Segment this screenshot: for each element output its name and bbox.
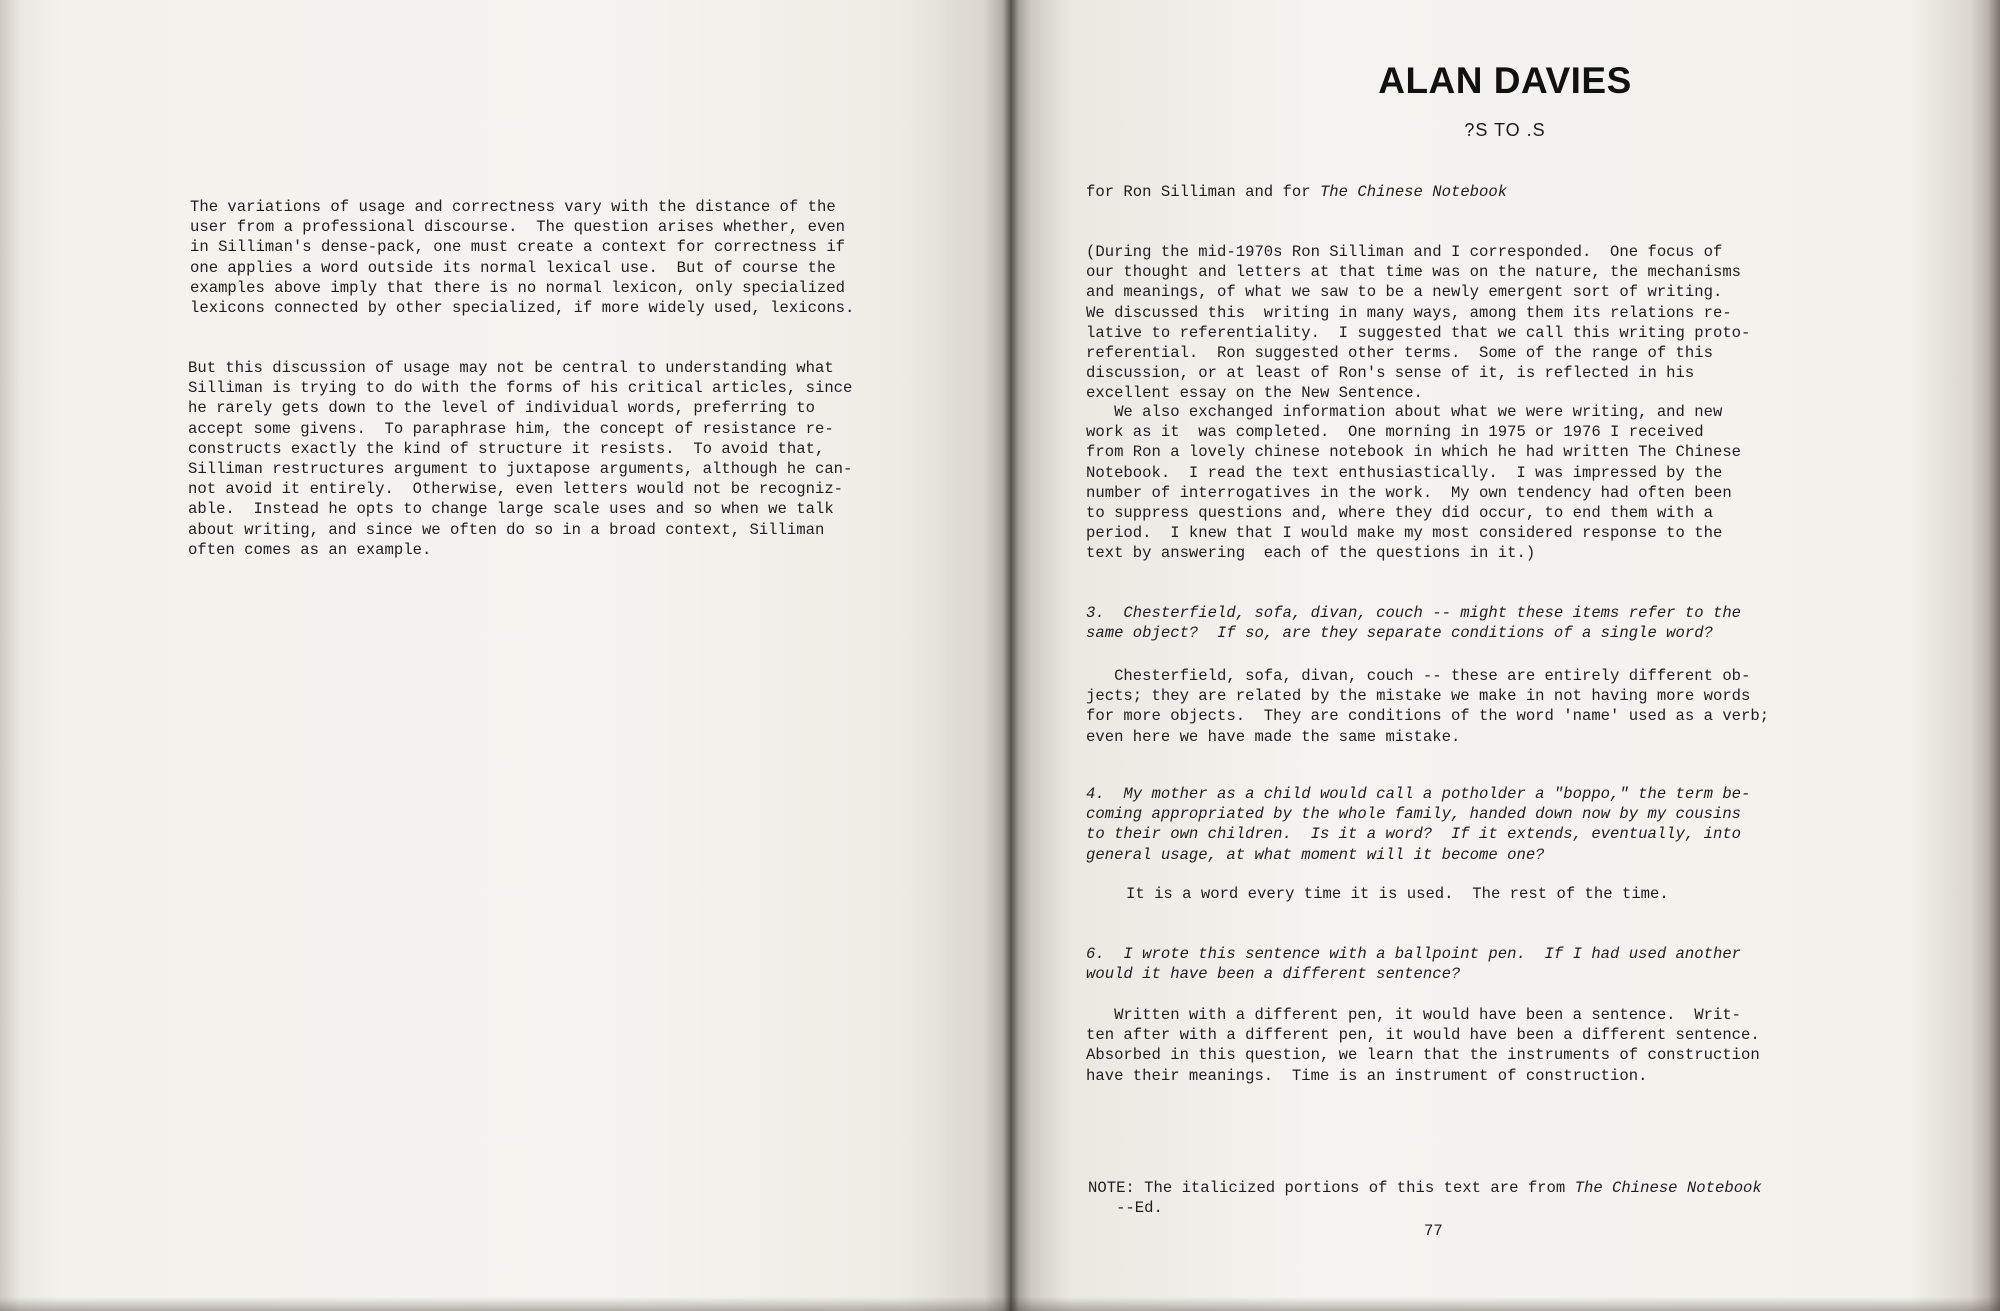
left-paragraph-2: But this discussion of usage may not be central to understanding what Silliman is trying to do with the forms of his critical articles, since he rarely gets down to the level of individual words, preferring to accept some givens. To paraphrase him, the concept of resistance re- constructs exactly the kind of structure it resists. To avoid that, Silliman restructures argument to juxtapose arguments, although he can- not avoid it entirely. Otherwise, even letters would not be recogniz- able. Instead he opts to change large scale uses and so when we talk about writing, and since we often do so in a broad context, Silliman often comes as an example.: [188, 359, 853, 559]
piece-title: ?S TO .S: [1464, 120, 1546, 140]
answer-6: Written with a different pen, it would have been a sentence. Writ- ten after with a different pen, it would have been a different sentence. Absorbed in this question, we learn that the instruments of construction have their meanings. Time is an instrument of construction.: [1086, 1006, 1760, 1085]
note-title: The Chinese Notebook: [1574, 1179, 1762, 1197]
page-shadow: [1010, 1297, 2000, 1311]
answer-3: Chesterfield, sofa, divan, couch -- these are entirely different ob- jects; they are related by the mistake we make in not having more words for more objects. They are conditions of the word 'name' used as a verb; even here we have made the same mistake.: [1086, 667, 1770, 746]
intro-paragraph-2: We also exchanged information about what we were writing, and new work as it was completed. One morning in 1975 or 1976 I received from Ron a lovely chinese notebook in which he had written The Chinese Notebook. I read the text enthusiastically. I was impressed by the number of interrogatives in the work. My own tendency had often been to suppress questions and, where they did occur, to end them with a period. I knew that I would make my most considered response to the text by answering each of the questions in it.): [1086, 403, 1742, 563]
editor-note: [1088, 1178, 1762, 1218]
answer-4: It is a word every time it is used. The rest of the time.: [1126, 885, 1669, 903]
book-gutter: [1003, 0, 1019, 1311]
dedication: [1086, 182, 1507, 202]
note-suffix: --Ed.: [1116, 1199, 1163, 1218]
question-3: 3. Chesterfield, sofa, divan, couch -- might these items refer to the same object? If so, are they separate conditions of a single word?: [1086, 604, 1742, 643]
page-shadow: [0, 1297, 1010, 1311]
question-4: 4. My mother as a child would call a potholder a "boppo," the term be- coming appropriated by the whole family, handed down now by my cousins to their own children. Is it a word? If it extends, eventually, into general usage, at what moment will it become one?: [1086, 785, 1751, 864]
left-paragraph-1: The variations of usage and correctness vary with the distance of the user from a professional discourse. The question arises whether, even in Silliman's dense-pack, one must create a context for correctness if one applies a word outside its normal lexical use. But of course the examples above imply that there is no normal lexicon, only specialized lexicons connected by other specialized, if more widely used, lexicons.: [190, 198, 855, 318]
dedication-title: The Chinese Notebook: [1319, 183, 1508, 201]
page-number: 77: [1424, 1222, 1443, 1240]
intro-paragraph-1: (During the mid-1970s Ron Silliman and I corresponded. One focus of our thought and letters at that time was on the nature, the mechanisms and meanings, of what we saw to be a newly emergent sort of writing. We discussed this writing in many ways, among them its relations re- lative to referentiality. I suggested that we call this writing proto- referential. Ron suggested other terms. Some of the range of this discussion, or at least of Ron's sense of it, is reflected in his excellent essay on the New Sentence.: [1086, 243, 1751, 403]
question-6: 6. I wrote this sentence with a ballpoint pen. If I had used another would it have been a different sentence?: [1086, 945, 1742, 984]
author-heading: ALAN DAVIES: [1378, 60, 1632, 101]
note-prefix: NOTE: The italicized portions of this text are from: [1088, 1179, 1575, 1197]
dedication-prefix: for Ron Silliman and for: [1086, 183, 1320, 201]
